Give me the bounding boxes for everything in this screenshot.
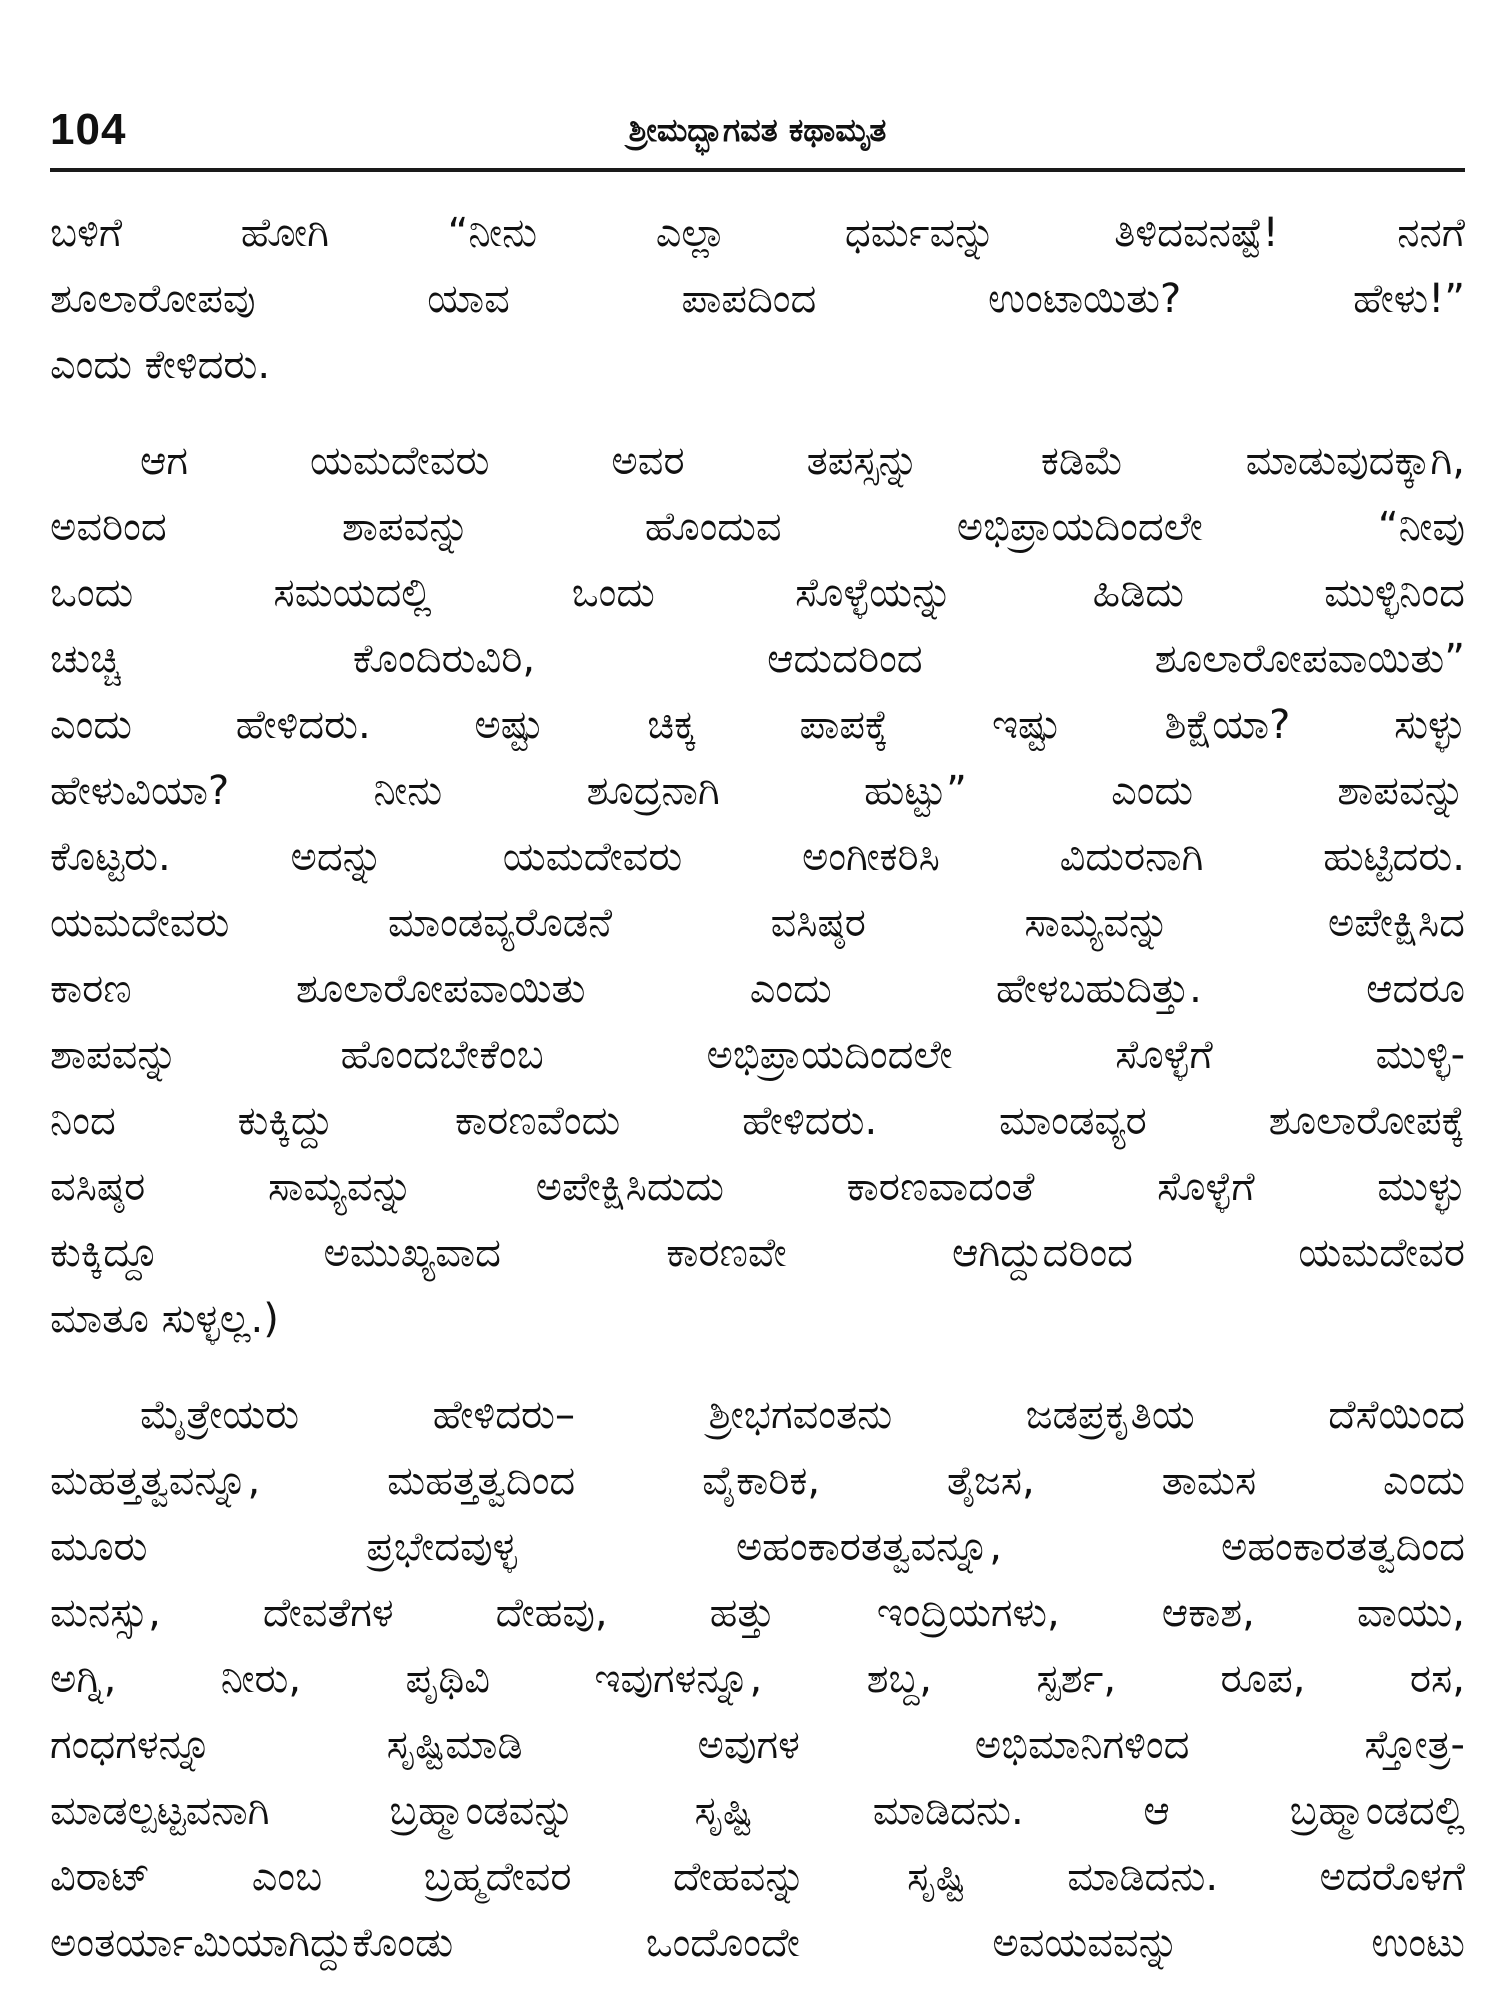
text-line: ನಿಂದ ಕುಕ್ಕಿದ್ದು ಕಾರಣವೆಂದು ಹೇಳಿದರು. ಮಾಂಡವ್ಯರ ಶೂಲಾರೋಪಕ್ಕೆ <box>50 1098 1465 1144</box>
text-line: ಅಂತರ್ಯಾಮಿಯಾಗಿದ್ದುಕೊಂಡು ಒಂದೊಂದೇ ಅವಯವವನ್ನು ಉಂಟು <box>50 1920 1465 1966</box>
page-header <box>50 100 1465 172</box>
text-line: ಚುಚ್ಚಿ ಕೊಂದಿರುವಿರಿ, ಆದುದರಿಂದ ಶೂಲಾರೋಪವಾಯಿತು” <box>50 636 1465 682</box>
body-text <box>50 200 1465 1976</box>
text-line: ಮಾತೂ ಸುಳ್ಳಲ್ಲ.) <box>50 1296 279 1342</box>
text-line: ಮಾಡಲ್ಪಟ್ಟವನಾಗಿ ಬ್ರಹ್ಮಾಂಡವನ್ನು ಸೃಷ್ಟಿ ಮಾಡಿದನು. ಆ ಬ್ರಹ್ಮಾಂಡದಲ್ಲಿ <box>50 1788 1465 1834</box>
text-line: ಗಂಧಗಳನ್ನೂ ಸೃಷ್ಟಿಮಾಡಿ ಅವುಗಳ ಅಭಿಮಾನಿಗಳಿಂದ ಸ್ತೋತ್ರ- <box>50 1722 1465 1768</box>
text-line: ಎಂದು ಕೇಳಿದರು. <box>50 342 271 388</box>
text-line: ಕುಕ್ಕಿದ್ದೂ ಅಮುಖ್ಯವಾದ ಕಾರಣವೇ ಆಗಿದ್ದುದರಿಂದ ಯಮದೇವರ <box>50 1230 1465 1276</box>
text-line: ಬಳಿಗೆ ಹೋಗಿ “ನೀನು ಎಲ್ಲಾ ಧರ್ಮವನ್ನು ತಿಳಿದವನಷ್ಟೆ! ನನಗೆ <box>50 210 1465 256</box>
text-line: ಒಂದು ಸಮಯದಲ್ಲಿ ಒಂದು ಸೊಳ್ಳೆಯನ್ನು ಹಿಡಿದು ಮುಳ್ಳಿನಿಂದ <box>50 570 1465 616</box>
text-line: ಕೊಟ್ಟರು. ಅದನ್ನು ಯಮದೇವರು ಅಂಗೀಕರಿಸಿ ವಿದುರನಾಗಿ ಹುಟ್ಟಿದರು. <box>50 834 1465 880</box>
text-line: ಹೇಳುವಿಯಾ? ನೀನು ಶೂದ್ರನಾಗಿ ಹುಟ್ಟು” ಎಂದು ಶಾಪವನ್ನು <box>50 768 1465 814</box>
running-title: ಶ್ರೀಮದ್ಭಾಗವತ ಕಥಾಮೃತ <box>628 111 887 149</box>
text-line: ಶೂಲಾರೋಪವು ಯಾವ ಪಾಪದಿಂದ ಉಂಟಾಯಿತು? ಹೇಳು!” <box>50 276 1465 322</box>
paragraph-1 <box>50 200 1465 398</box>
text-line: ವಿರಾಟ್ ಎಂಬ ಬ್ರಹ್ಮದೇವರ ದೇಹವನ್ನು ಸೃಷ್ಟಿ ಮಾಡಿದನು. ಅದರೊಳಗೆ <box>50 1854 1465 1900</box>
text-line: ಮನಸ್ಸು, ದೇವತೆಗಳ ದೇಹವು, ಹತ್ತು ಇಂದ್ರಿಯಗಳು, ಆಕಾಶ, ವಾಯು, <box>50 1590 1465 1636</box>
text-line: ಯಮದೇವರು ಮಾಂಡವ್ಯರೊಡನೆ ವಸಿಷ್ಠರ ಸಾಮ್ಯವನ್ನು ಅಪೇಕ್ಷಿಸಿದ <box>50 900 1465 946</box>
page-number: 104 <box>50 105 127 154</box>
text-line: ಕಾರಣ ಶೂಲಾರೋಪವಾಯಿತು ಎಂದು ಹೇಳಬಹುದಿತ್ತು. ಆದರೂ <box>50 966 1465 1012</box>
text-line: ಅವರಿಂದ ಶಾಪವನ್ನು ಹೊಂದುವ ಅಭಿಪ್ರಾಯದಿಂದಲೇ “ನೀವು <box>50 504 1465 550</box>
text-line: ಎಂದು ಹೇಳಿದರು. ಅಷ್ಟು ಚಿಕ್ಕ ಪಾಪಕ್ಕೆ ಇಷ್ಟು ಶಿಕ್ಷೆಯಾ? ಸುಳ್ಳು <box>50 702 1465 748</box>
text-line: ಮೂರು ಪ್ರಭೇದವುಳ್ಳ ಅಹಂಕಾರತತ್ವವನ್ನೂ, ಅಹಂಕಾರತತ್ವದಿಂದ <box>50 1524 1465 1570</box>
text-line: ಮಹತ್ತತ್ವವನ್ನೂ, ಮಹತ್ತತ್ವದಿಂದ ವೈಕಾರಿಕ, ತೈಜಸ, ತಾಮಸ ಎಂದು <box>50 1458 1465 1504</box>
paragraph-2 <box>50 428 1465 1352</box>
text-line: ಶಾಪವನ್ನು ಹೊಂದಬೇಕೆಂಬ ಅಭಿಪ್ರಾಯದಿಂದಲೇ ಸೊಳ್ಳೆಗೆ ಮುಳ್ಳಿ- <box>50 1032 1465 1078</box>
text-line: ಮೈತ್ರೇಯರು ಹೇಳಿದರು– ಶ್ರೀಭಗವಂತನು ಜಡಪ್ರಕೃತಿಯ ದೆಸೆಯಿಂದ <box>140 1392 1465 1438</box>
text-line: ವಸಿಷ್ಠರ ಸಾಮ್ಯವನ್ನು ಅಪೇಕ್ಷಿಸಿದುದು ಕಾರಣವಾದಂತೆ ಸೊಳ್ಳೆಗೆ ಮುಳ್ಳು <box>50 1164 1465 1210</box>
text-line: ಅಗ್ನಿ, ನೀರು, ಪೃಥಿವಿ ಇವುಗಳನ್ನೂ, ಶಬ್ದ, ಸ್ಪರ್ಶ, ರೂಪ, ರಸ, <box>50 1656 1465 1702</box>
paragraph-3 <box>50 1382 1465 1976</box>
text-line: ಆಗ ಯಮದೇವರು ಅವರ ತಪಸ್ಸನ್ನು ಕಡಿಮೆ ಮಾಡುವುದಕ್ಕಾಗಿ, <box>140 438 1465 484</box>
